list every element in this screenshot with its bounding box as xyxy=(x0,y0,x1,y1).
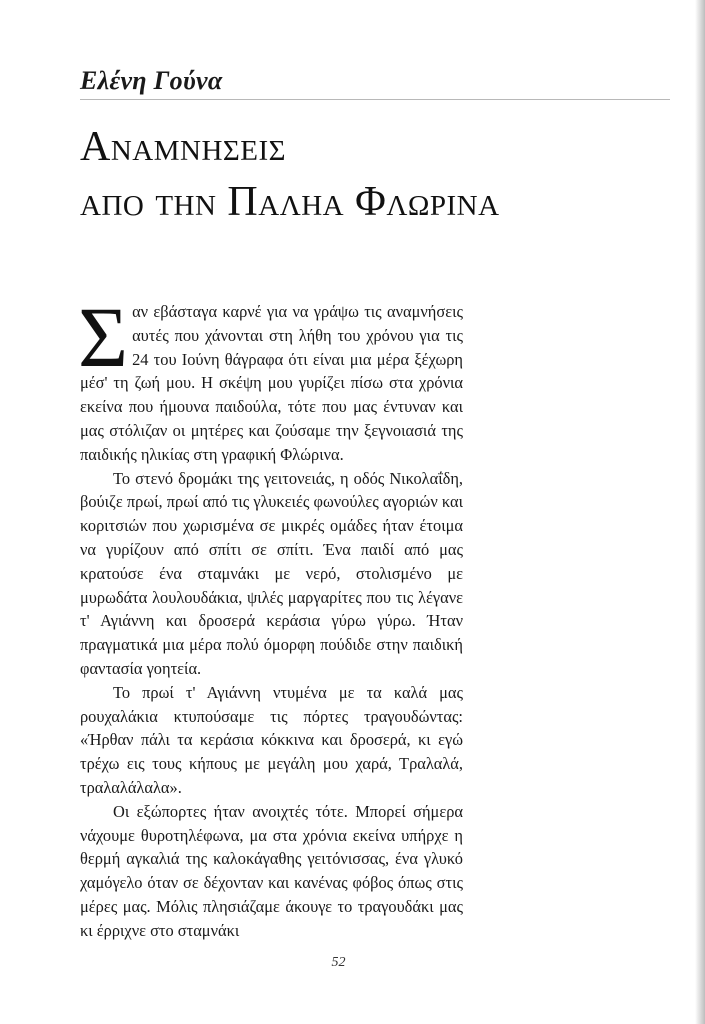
article-body xyxy=(78,289,463,943)
title-line-1: Αναμνησεισ xyxy=(80,124,287,170)
paragraph-1-text: αν εβάσταγα καρνέ για να γράψω τις αναμνήσεις αυτές που χάνονται στη λήθη του χρόνου για τις 24 του Ιούνη θάγραφα ότι είναι μια μέρα ξέχωρη μέσ' τη ζωή μου. Η σκέψη μου γυρίζει πίσω στα χρόνια εκείνα που ήμουνα παιδούλα, τότε που μας έντυναν και μας στόλιζαν οι μητέρες και ζούσαμε την ξεγνοιασιά της παιδικής ηλικίας στη γραφική Φλώρινα. xyxy=(80,302,463,464)
page-number: 52 xyxy=(331,955,346,970)
author-name: Ελένη Γούνα xyxy=(80,66,223,95)
paragraph-2: Το στενό δρομάκι της γειτονειάς, η οδός Νικολαΐδη, βούιζε πρωί, πρωί από τις γλυκειές φωνούλες αγοριών και κοριτσιών που χωρισμένα σε μικρές ομάδες ήταν έτοιμα να γυρίζουν από σπίτι σε σπίτι. Ένα παιδί από μας κρατούσε ένα σταμνάκι με νερό, στολισμένο με μυρωδάτα λουλουδάκια, ψιλές μαργαρίτες που τις λέγανε τ' Αγιάννη και δροσερά κεράσια γύρω γύρω. Ήταν πραγματικά μια μέρα πολύ όμορφη πούδιδε στην παιδική φαντασία γοητεία. xyxy=(80,468,463,678)
paragraph-1 xyxy=(78,289,463,467)
drop-cap: Σ xyxy=(78,289,129,385)
page-edge-shadow xyxy=(695,0,705,1024)
title-line-2: απο την Παληα Φλωρινα xyxy=(80,179,500,225)
paragraph-4: Οι εξώπορτες ήταν ανοιχτές τότε. Μπορεί σήμερα νάχουμε θυροτηλέφωνα, μα στα χρόνια εκείνα υπήρχε η θερμή αγκαλιά της καλοκάγαθης γειτόνισσας, ένα γλυκό χαμόγελο όταν σε δέχονταν και κανένας φόβος όπως στις μέρες μας. Μόλις πλησιάζαμε άκουγε το τραγουδάκι μας κι έρριχνε στο σταμνάκι xyxy=(80,801,463,940)
paragraph-3: Το πρωί τ' Αγιάννη ντυμένα με τα καλά μας ρουχαλάκια κτυπούσαμε τις πόρτες τραγουδώντας: «Ήρθαν πάλι τα κεράσια κόκκινα και δροσερά, κι εγώ τρέχω εις τους κήπους με μεγάλη μου χαρά, Τραλαλά, τραλαλάλαλα». xyxy=(80,682,463,797)
header-rule xyxy=(80,99,670,100)
article-title xyxy=(80,120,500,230)
